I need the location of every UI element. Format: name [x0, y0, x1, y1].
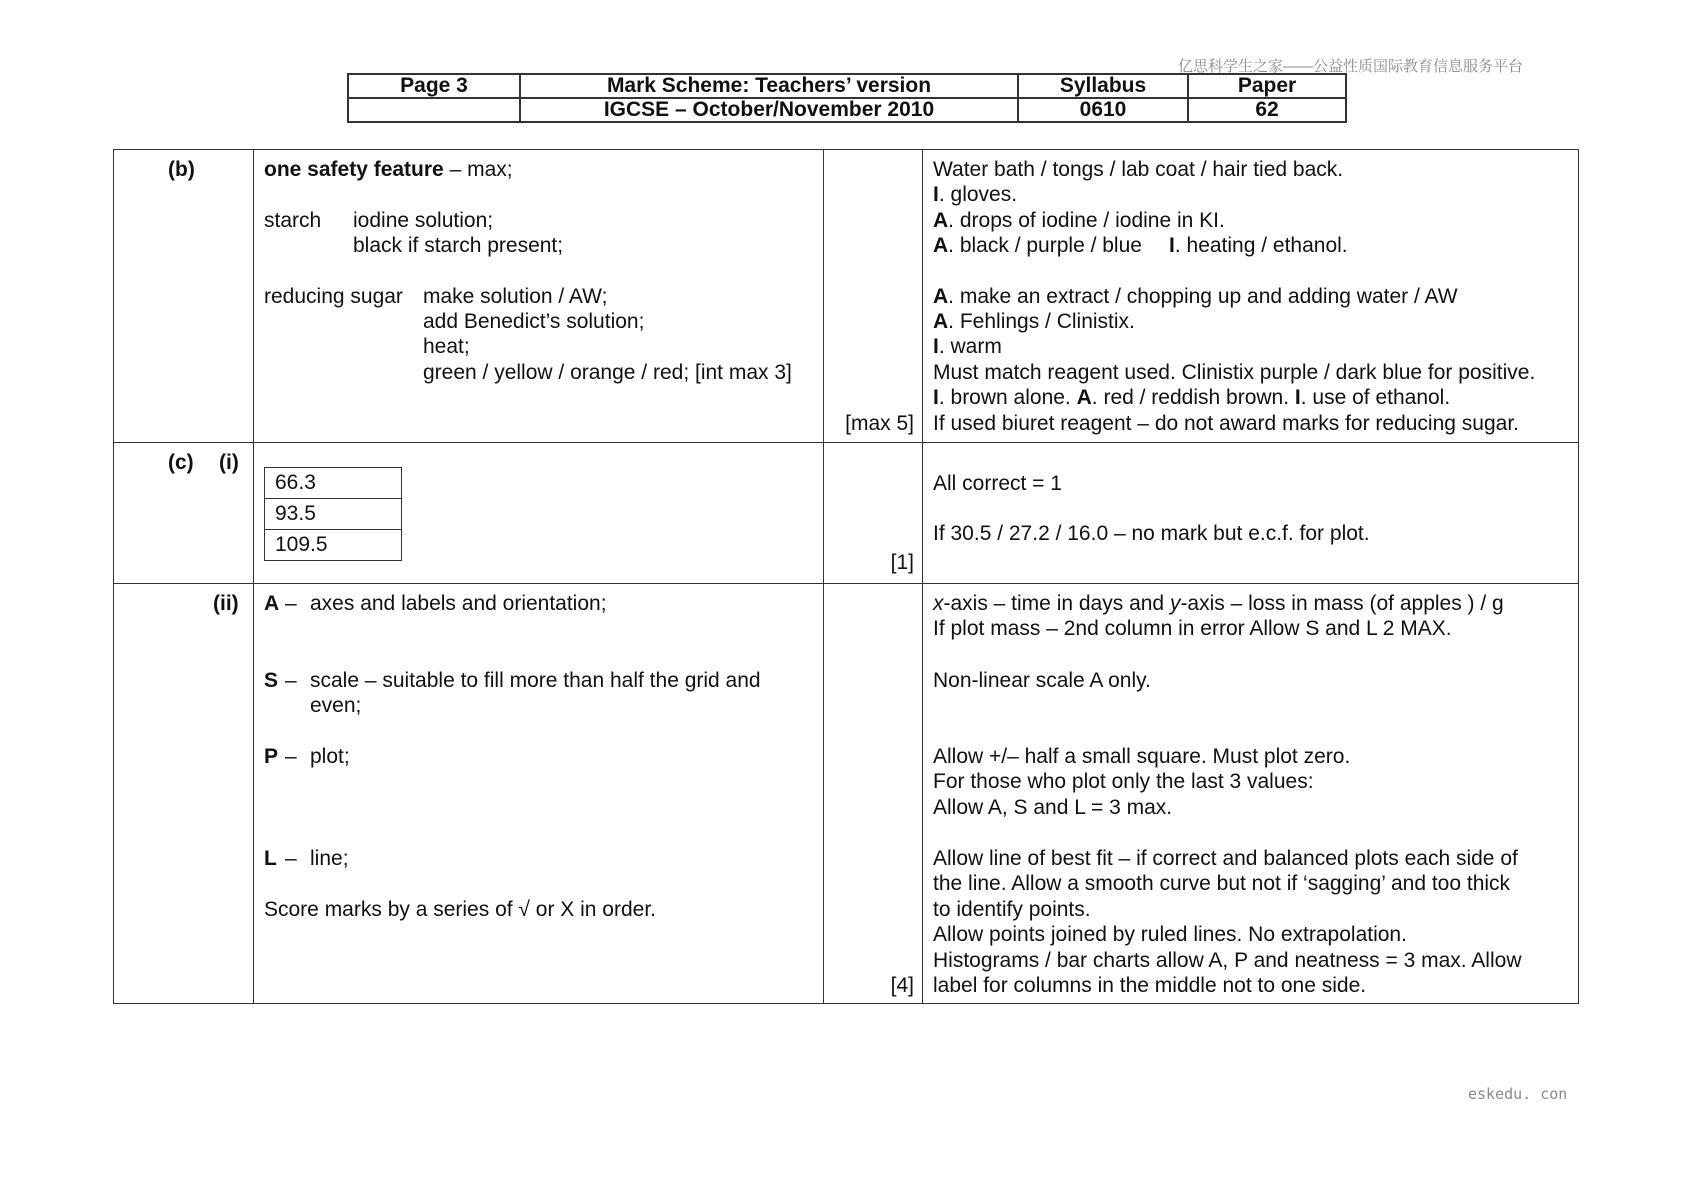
mark-b: [max 5]: [845, 412, 914, 435]
guidance-b-5: A. make an extract / chopping up and adding water / AW: [933, 285, 1458, 308]
guidance-c-i-2: If 30.5 / 27.2 / 16.0 – no mark but e.c.f. for plot.: [933, 522, 1370, 545]
row-b: [114, 150, 1579, 443]
guidance-c-i-1: All correct = 1: [933, 472, 1062, 495]
rs-line-4: green / yellow / orange / red; [int max 3]: [423, 361, 792, 384]
guidance-c-ii-11: Histograms / bar charts allow A, P and neatness = 3 max. Allow: [933, 949, 1522, 972]
label-c: (c): [168, 451, 194, 474]
watermark-bottom: eskedu. con: [1468, 1085, 1568, 1103]
header-empty-cell: [348, 98, 520, 122]
label-b: (b): [168, 158, 195, 181]
row-c-ii: [114, 584, 1579, 1004]
mark-scheme-table: [113, 149, 1579, 1004]
watermark-top: 亿思科学生之家——公益性质国际教育信息服务平台: [1178, 58, 1524, 75]
starch-word: starch: [264, 209, 322, 232]
criterion-l-letter: L: [264, 847, 277, 870]
guidance-b-4b: I. heating / ethanol.: [1169, 234, 1348, 257]
row-c-i: [114, 443, 1579, 584]
criterion-s-text-2: even;: [310, 694, 362, 717]
header-syllabus-label: Syllabus: [1018, 74, 1188, 98]
guidance-cell-c-i: [923, 443, 1579, 584]
criterion-s-letter: S: [264, 669, 279, 692]
criterion-a-letter: A: [264, 592, 280, 615]
mark-cell-c-i: [824, 443, 923, 584]
guidance-cell-c-ii: [923, 584, 1579, 1004]
guidance-c-ii-1: x-axis – time in days and y-axis – loss in mass (of apples ) / g: [933, 592, 1504, 615]
header-title: Mark Scheme: Teachers’ version: [520, 74, 1018, 98]
label-cell-b: [114, 150, 254, 443]
mark-c-ii: [4]: [890, 974, 914, 997]
reducing-sugar-word: reducing sugar: [264, 285, 403, 308]
value-cell: 66.3: [265, 468, 402, 499]
label-cell-c-ii: [114, 584, 254, 1004]
label-cell-c-i: [114, 443, 254, 584]
header-paper: 62: [1188, 98, 1346, 122]
guidance-c-ii-8: the line. Allow a smooth curve but not if ‘sagging’ and too thick: [933, 872, 1511, 895]
guidance-c-ii-5: For those who plot only the last 3 values:: [933, 770, 1314, 793]
label-c-ii: (ii): [213, 592, 239, 615]
mark-cell-c-ii: [824, 584, 923, 1004]
guidance-b-8: Must match reagent used. Clinistix purple / dark blue for positive.: [933, 361, 1536, 384]
mark-c-i: [1]: [890, 551, 914, 574]
guidance-b-4: A. black / purple / blue: [933, 234, 1142, 257]
header-syllabus: 0610: [1018, 98, 1188, 122]
rs-line-3: heat;: [423, 335, 470, 358]
answer-cell-b: [254, 150, 824, 443]
criterion-a-text: axes and labels and orientation;: [310, 592, 607, 615]
criterion-p-text: plot;: [310, 745, 350, 768]
starch-line-2: black if starch present;: [353, 234, 564, 257]
rs-line-1: make solution / AW;: [423, 285, 608, 308]
guidance-c-ii-9: to identify points.: [933, 898, 1091, 921]
answer-cell-c-ii: [254, 584, 824, 1004]
criterion-dash: –: [285, 745, 297, 768]
label-c-i: (i): [219, 451, 239, 474]
header-table: [347, 73, 1347, 123]
answer-cell-c-i: [254, 443, 824, 584]
guidance-b-1: Water bath / tongs / lab coat / hair tied back.: [933, 158, 1344, 181]
starch-line-1: iodine solution;: [353, 209, 494, 232]
guidance-c-ii-6: Allow A, S and L = 3 max.: [933, 796, 1173, 819]
safety-line: one safety feature – max;: [264, 158, 513, 181]
guidance-b-3: A. drops of iodine / iodine in KI.: [933, 209, 1225, 232]
header-paper-label: Paper: [1188, 74, 1346, 98]
guidance-c-ii-4: Allow +/– half a small square. Must plot zero.: [933, 745, 1351, 768]
value-cell: 109.5: [265, 530, 402, 561]
guidance-c-ii-7: Allow line of best fit – if correct and balanced plots each side of: [933, 847, 1518, 870]
guidance-b-2: I. gloves.: [933, 183, 1018, 206]
guidance-cell-b: [923, 150, 1579, 443]
guidance-c-ii-2: If plot mass – 2nd column in error Allow S and L 2 MAX.: [933, 617, 1452, 640]
criterion-l-text: line;: [310, 847, 349, 870]
guidance-b-10: If used biuret reagent – do not award marks for reducing sugar.: [933, 412, 1520, 435]
score-instruction: Score marks by a series of √ or X in order.: [264, 898, 657, 921]
mark-cell-b: [824, 150, 923, 443]
guidance-c-ii-3: Non-linear scale A only.: [933, 669, 1151, 692]
header-page: Page 3: [348, 74, 520, 98]
criterion-dash: –: [285, 669, 297, 692]
rs-line-2: add Benedict’s solution;: [423, 310, 645, 333]
values-table: [264, 467, 402, 561]
guidance-b-9: I. brown alone. A. red / reddish brown. I. use of ethanol.: [933, 386, 1451, 409]
criterion-s-text-1: scale – suitable to fill more than half the grid and: [310, 669, 761, 692]
guidance-c-ii-12: label for columns in the middle not to one side.: [933, 974, 1367, 997]
criterion-p-letter: P: [264, 745, 279, 768]
guidance-b-6: A. Fehlings / Clinistix.: [933, 310, 1135, 333]
criterion-dash: –: [285, 847, 297, 870]
value-cell: 93.5: [265, 499, 402, 530]
guidance-c-ii-10: Allow points joined by ruled lines. No extrapolation.: [933, 923, 1407, 946]
criterion-dash: –: [285, 592, 297, 615]
guidance-b-7: I. warm: [933, 335, 1002, 358]
header-exam: IGCSE – October/November 2010: [520, 98, 1018, 122]
